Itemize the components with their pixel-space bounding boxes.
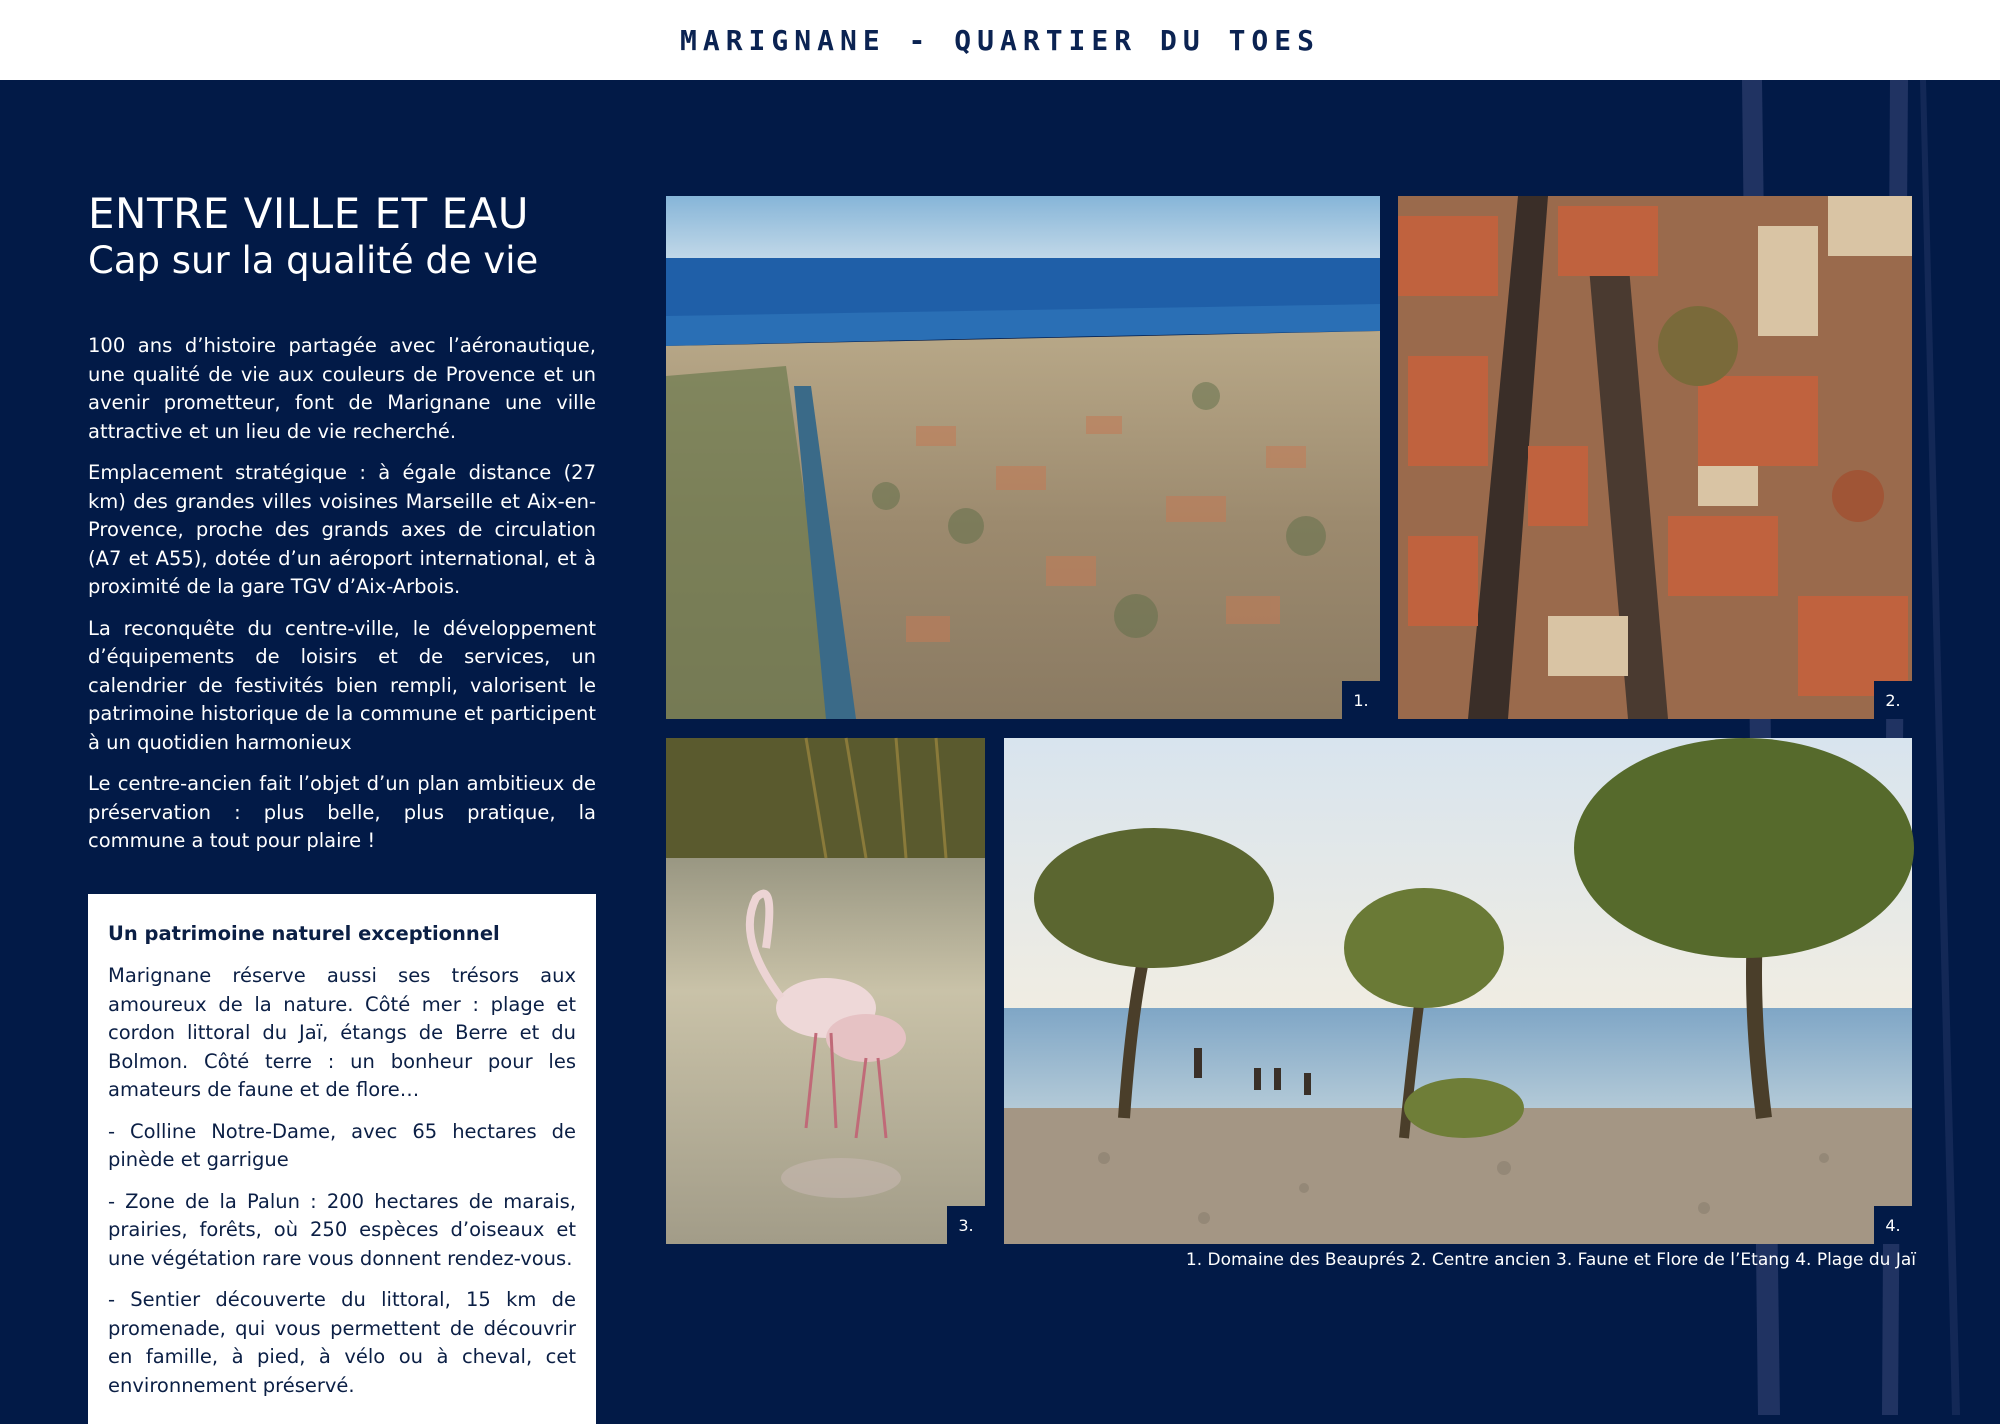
box-paragraph: - Colline Notre-Dame, avec 65 hectares de pinède et garrigue xyxy=(108,1119,576,1171)
intro-column xyxy=(88,190,596,869)
page-header xyxy=(0,0,2000,80)
photo-beach xyxy=(1004,738,1912,1244)
nature-heritage-box xyxy=(88,894,596,1424)
beach-image xyxy=(1004,738,1912,1244)
box-paragraph: Marignane réserve aussi ses trésors aux amoureux de la nature. Côté mer : plage et cordon littoral du Jaï, étangs de Berre et du Bolmon. Côté terre : un bonheur pour les amateurs de faune et de flore… xyxy=(108,964,576,1101)
box-paragraph: - Zone de la Palun : 200 hectares de marais, prairies, forêts, où 250 espèces d’oiseaux et une végétation rare vous donnent rendez-vous. xyxy=(108,1189,576,1270)
photo-number: 2. xyxy=(1874,681,1912,719)
photo-old-town xyxy=(1398,196,1912,719)
box-title: Un patrimoine naturel exceptionnel xyxy=(108,922,500,945)
photo-caption: 1. Domaine des Beauprés 2. Centre ancien 3. Faune et Flore de l’Etang 4. Plage du Jaï xyxy=(1185,1250,1916,1270)
intro-paragraph: 100 ans d’histoire partagée avec l’aéronautique, une qualité de vie aux couleurs de Provence et un avenir prometteur, font de Marignane une ville attractive et un lieu de vie recherché. xyxy=(88,334,596,443)
old-town-image xyxy=(1398,196,1912,719)
subheadline: Cap sur la qualité de vie xyxy=(88,239,539,282)
flamingo-image xyxy=(666,738,985,1244)
box-paragraph: - Sentier découverte du littoral, 15 km de promenade, qui vous permettent de découvrir en famille, à pied, à vélo ou à cheval, cet environnement préservé. xyxy=(108,1288,576,1397)
aerial-town-image xyxy=(666,196,1380,719)
photo-flamingo xyxy=(666,738,985,1244)
intro-paragraph: La reconquête du centre-ville, le développement d’équipements de loisirs et de services, un calendrier de festivités bien rempli, valorisent le patrimoine historique de la commune et participent à un quotidien harmonieux xyxy=(88,616,596,754)
headline: ENTRE VILLE ET EAU xyxy=(88,189,530,238)
intro-paragraph: Le centre-ancien fait l’objet d’un plan ambitieux de préservation : plus belle, plus pratique, la commune a tout pour plaire ! xyxy=(88,772,596,852)
photo-number: 4. xyxy=(1874,1206,1912,1244)
photo-aerial-town xyxy=(666,196,1380,719)
page-title: MARIGNANE - QUARTIER DU TOES xyxy=(679,23,1320,57)
photo-number: 1. xyxy=(1342,681,1380,719)
photo-number: 3. xyxy=(947,1206,985,1244)
intro-paragraph: Emplacement stratégique : à égale distance (27 km) des grandes villes voisines Marseille et Aix-en-Provence, proche des grands axes de circulation (A7 et A55), dotée d’un aéroport international, et à proximité de la gare TGV d’Aix-Arbois. xyxy=(88,461,596,598)
